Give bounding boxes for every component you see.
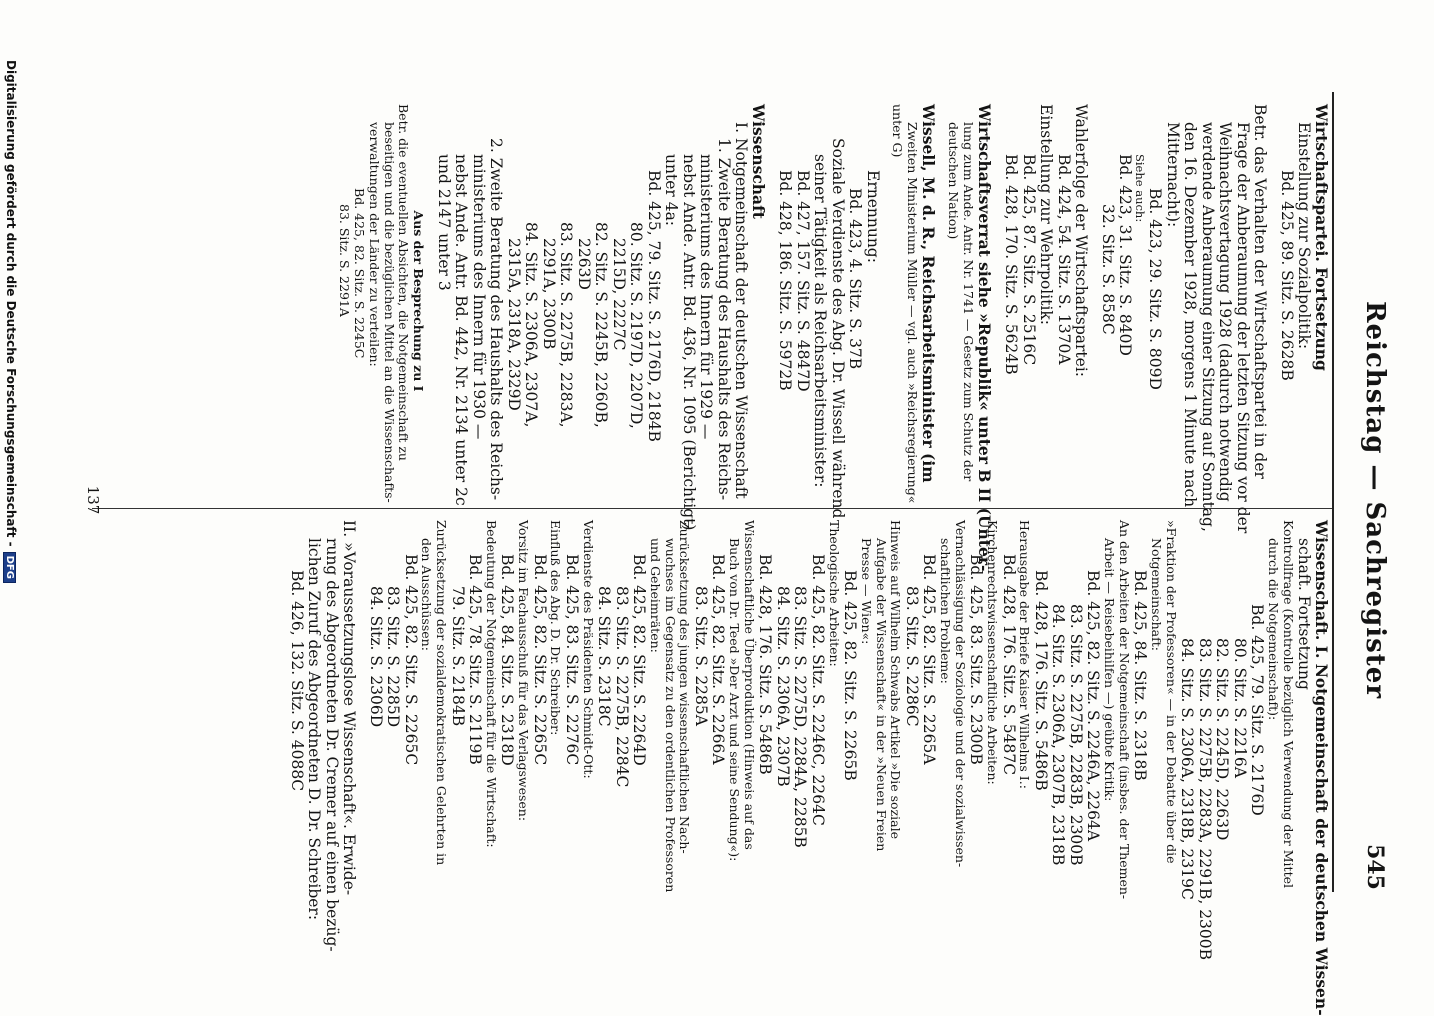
right-column-line: An den Arbeiten der Notgemeinschaft (insbes. der Themen- — [1117, 520, 1132, 900]
right-column-line: 83. Sitz. S. 2275D, 2284A, 2285B — [791, 586, 810, 848]
right-column-line: Aufgabe der Wissenschaft« in der »Neuen Freien — [873, 538, 889, 852]
right-column-line: Bd. 425, 84. Sitz. S. 2318B — [1131, 570, 1150, 781]
left-column-line: und 2147 unter 3 — [434, 154, 453, 291]
left-column-line: Frage der Anberaumung der letzten Sitzung vor der — [1234, 122, 1252, 534]
right-column-line: Bd. 425, 82. Sitz. S. 2265A — [920, 554, 939, 765]
left-column-line: 84. Sitz. S. 2306A, 2307A, — [522, 222, 541, 428]
left-column-line: Bd. 427, 157. Sitz. S. 4847D — [793, 170, 812, 392]
right-column-line: Vorsitz im Fachausschuß für das Verlagswesen: — [516, 520, 532, 822]
left-column-line: Weihnachtsvertagung 1928 (dadurch notwendig — [1216, 122, 1235, 502]
right-column-line: Bd. 425, 83. Sitz. S. 2300B — [967, 554, 986, 765]
right-column-line: 83. Sitz. S. 2286C — [903, 586, 921, 727]
right-column-line: Bd. 425, 82. Sitz. S. 2266A — [709, 554, 728, 765]
right-column-line: und Geheimräten: — [648, 538, 663, 653]
left-column-line: Einstellung zur Wehrpolitik: — [1037, 104, 1056, 326]
left-column-line: 2291A, 2300B — [539, 238, 558, 350]
right-column-line: II. »Voraussetzungslose Wissenschaft«. Erwide- — [340, 520, 359, 896]
left-column-line: Wirtschaftsverrat siehe »Republik« unter B II (Unter- — [974, 104, 994, 572]
digitization-credit — [3, 60, 18, 583]
right-column-line: Theologische Arbeiten: — [826, 520, 842, 667]
right-column-line: Bd. 425, 78. Sitz. S. 2119B — [466, 554, 485, 765]
left-column-line: I. Notgemeinschaft der deutschen Wissenschaft — [732, 122, 751, 499]
left-column-line: Aus der Besprechung zu I — [411, 210, 427, 392]
right-column-line: 84. Sitz. S. 2306A, 2307B, 2318B — [1049, 604, 1068, 866]
right-column-line: 83. Sitz. S. 2285D — [384, 586, 403, 728]
left-column-line: 32. Sitz. S. 858C — [1098, 204, 1117, 335]
left-column-line: Wissell, M. d. R., Reichsarbeitsminister (im — [918, 104, 938, 483]
page-title: Reichstag — Sachregister — [1360, 300, 1390, 700]
right-column-line: Zurücksetzung der sozialdemokratischen Gelehrten in — [434, 520, 450, 866]
left-column-line: Betr. das Verhalten der Wirtschaftspartei in der — [1251, 104, 1270, 479]
right-column-line: Buch von Dr. Teed »Der Arzt und seine Sendung«): — [727, 538, 743, 862]
left-column-line — [993, 104, 1002, 498]
left-column-line: Bd. 423, 29. Sitz. S. 809D — [1146, 188, 1165, 390]
left-column-line: Bd. 428, 170. Sitz. S. 5624B — [1002, 154, 1021, 375]
left-column-line: Wirtschaftspartei. Fortsetzung — [1312, 104, 1331, 371]
right-column-line: Wissenschaftliche Überproduktion (Hinweis auf das — [742, 520, 757, 850]
right-column-line: 83. Sitz. S. 2285A — [692, 586, 710, 726]
right-column-line: Bd. 428, 176. Sitz. S. 5486B — [1032, 570, 1050, 791]
left-column-line: nebst Ande. Antr. Bd. 442, Nr. 2134 unter 2c — [452, 154, 471, 506]
left-column-line: 83. Sitz. S. 2275B, 2283A, — [557, 222, 576, 428]
right-column-line: 84. Sitz. S. 2306A, 2318B, 2319C — [1178, 638, 1197, 900]
right-column-line: Bd. 425, 84. Sitz. S. 2318D — [498, 554, 517, 766]
left-column-line: beseitigen und die bezüglichen Mittel an die Wissenschafts- — [381, 122, 397, 503]
right-column-line: Zurücksetzung des jungen wissenschaftlichen Nach- — [677, 520, 693, 854]
left-column-line: Ernennung: — [863, 170, 882, 263]
right-column-line: Bd. 428, 176. Sitz. S. 5486B — [756, 554, 775, 775]
right-column-line: Bd. 425, 82. Sitz. S. 2264D — [630, 554, 649, 766]
right-column-line: Bd. 425, 79. Sitz. S. 2176D — [1248, 604, 1267, 816]
right-column-line: 84. Sitz. S. 2306D — [366, 586, 385, 728]
left-column-line: Bd. 425, 82. Sitz. S. 2245C — [352, 188, 368, 359]
right-column-line: durch die Notgemeinschaft): — [1266, 538, 1282, 721]
left-column-line: nebst Ande. Antr. Bd. 436, Nr. 1095 (Berichtigt) — [679, 154, 698, 531]
left-column-line: 2315A, 2318A, 2329D — [504, 238, 523, 411]
left-column-line: 2263D — [574, 238, 593, 290]
right-column-line: Bd. 425, 82. Sitz. S. 2246A, 2264A — [1084, 570, 1103, 842]
left-column-line: unter G) — [890, 104, 906, 158]
right-column — [287, 520, 1331, 1016]
left-column-line: Einstellung zur Sozialpolitik: — [1295, 122, 1314, 350]
right-column-line: Wissenschaft. I. Notgemeinschaft der deutschen Wissen- — [1312, 520, 1331, 1016]
right-column-line: Bd. 425, 83. Sitz. S. 2276C — [563, 554, 581, 766]
column-divider — [92, 508, 1332, 509]
left-column-line: deutschen Nation) — [946, 122, 962, 240]
left-column-line: Siehe auch: — [1133, 154, 1147, 223]
left-column-line: Betr. die eventuellen Absichten, die Notgemeinschaft zu — [396, 104, 412, 461]
left-column-line: verwaltungen der Länder zu verteilen: — [366, 122, 382, 367]
left-column-line: Wissenschaft — [748, 104, 768, 219]
right-column-line: Bd. 428, 176. Sitz. S. 5487C — [999, 554, 1018, 776]
right-column-line: Einfluß des Abg. D. Dr. Schreiber: — [548, 520, 564, 736]
left-column-line: den 16. Dezember 1928, morgens 1 Minute nach — [1181, 122, 1200, 508]
left-column-line — [425, 104, 434, 498]
left-column-line: Mitternacht): — [1164, 122, 1182, 228]
right-column-line: 84. Sitz. S. 2306A, 2307B — [774, 586, 792, 787]
right-column-line: 84. Sitz. S. 2318C — [595, 586, 614, 727]
right-column-line: Presse — Wien«: — [859, 538, 874, 645]
left-column-line: 83. Sitz. S. 2291A — [337, 204, 353, 317]
right-column-line: schaft. Fortsetzung — [1295, 538, 1314, 690]
right-column-line: 80. Sitz. S. 2216A — [1231, 638, 1249, 778]
left-column-line: unter 4a: — [662, 154, 681, 227]
right-column-line: 79. Sitz. S. 2184B — [448, 586, 467, 727]
right-column-line: Bd. 426, 132. Sitz. S. 4088C — [287, 570, 306, 792]
right-column-line: Arbeit — Reisebeihilfen —) geübte Kritik: — [1102, 538, 1118, 802]
right-column-line: Bd. 425, 82. Sitz. S. 2246C, 2264C — [809, 554, 827, 826]
left-column-line: werdende Anberaumung einer Sitzung auf Sonntag, — [1199, 122, 1217, 532]
left-column-line: 2215D, 2227C — [609, 238, 628, 351]
left-column-line: Bd. 423, 31. Sitz. S. 840D — [1116, 154, 1135, 356]
right-column-line: Bedeutung der Notgemeinschaft für die Wirtschaft: — [484, 520, 499, 848]
right-column-line: Bd. 425, 82. Sitz. S. 2265B — [841, 570, 860, 781]
left-column-line: 82. Sitz. S. 2245B, 2260B, — [592, 222, 611, 428]
right-column-line: wuchses im Gegensatz zu den ordentlichen Professoren — [662, 538, 678, 893]
left-column-line: Bd. 428, 186. Sitz. S. 5972B — [776, 170, 795, 391]
right-column-line: Bd. 425, 82. Sitz. S. 2265C — [401, 554, 420, 766]
left-column-line: Bd. 423, 4. Sitz. S. 37B — [846, 188, 865, 370]
right-column-line: Kirchenrechtswissenschaftliche Arbeiten: — [985, 520, 1001, 785]
credit-text: Digitalisierung gefördert durch die Deutsche Forschungsgemeinschaft - — [4, 60, 18, 547]
left-column-line: ministeriums des Innern für 1930 — — [469, 154, 488, 440]
left-column-line: ministeriums des Innern für 1929 — — [697, 154, 716, 440]
left-column-line: Bd. 424, 54. Sitz. S. 1370A — [1054, 154, 1073, 365]
left-column-line — [1089, 104, 1098, 498]
right-column-line: 83. Sitz. S. 2275B, 2283A, 2291B, 2300B — [1196, 638, 1214, 961]
header-rule — [1332, 92, 1334, 892]
left-column-line: lung zum Ande. Antr. Nr. 1741 — Gesetz zum Schutz der — [961, 122, 977, 482]
left-column — [337, 104, 1331, 572]
right-column-line: schaftlichen Probleme: — [938, 538, 954, 684]
right-column-line: »Fraktion der Professoren« — in der Debatte über die — [1164, 520, 1179, 864]
left-column-line: seiner Tätigkeit als Reichsarbeitsminister: — [811, 154, 830, 488]
left-column-line — [767, 104, 776, 498]
right-column-line: den Ausschüssen: — [419, 538, 435, 651]
right-column-line: 83. Sitz. S. 2275B, 2283B, 2300B — [1067, 604, 1085, 866]
left-column-line — [881, 104, 890, 498]
right-column-line: 82. Sitz. S. 2245D, 2263D — [1213, 638, 1232, 841]
right-column-line: Vernachlässigung der Soziologie und der sozialwissen- — [953, 520, 968, 868]
right-column-line: Herausgabe der Briefe Kaiser Wilhelms I.: — [1017, 520, 1033, 789]
right-column-line: rung des Abgeordneten Dr. Cremer auf einen bezüg- — [322, 538, 341, 952]
right-column-line: lichen Zuruf des Abgeordneten D. Dr. Schreiber: — [305, 538, 324, 921]
right-column-line: 83. Sitz. S. 2275B, 2284C — [612, 586, 631, 788]
left-column-line: 1. Zweite Beratung des Haushalts des Reichs- — [714, 138, 733, 501]
right-column-line: Kontrollfrage (Kontrolle bezüglich Verwendung der Mittel — [1281, 520, 1296, 888]
right-column-line: Verdienste des Präsidenten Schmidt-Ott: — [580, 520, 596, 779]
right-column-line: Notgemeinschaft: — [1149, 538, 1165, 651]
left-column-line: 80. Sitz. S. 2197D, 2207D, — [627, 222, 646, 429]
dfg-logo: DFG — [3, 552, 16, 583]
footer-page-number: 137 — [84, 485, 102, 515]
right-column-line: Hinweis auf Wilhelm Schwabs Artikel »Die soziale — [888, 520, 904, 839]
left-column-line: 2. Zweite Beratung des Haushalts des Reichs- — [487, 138, 506, 501]
left-column-line: Soziale Verdienste des Abg. Dr. Wissell während — [828, 138, 847, 519]
right-column-line: Bd. 425, 82. Sitz. S. 2265C — [530, 554, 549, 766]
left-column-line: Bd. 425, 79. Sitz. S. 2176D, 2184B — [644, 170, 663, 442]
left-column-line: Wahlerfolge der Wirtschaftspartei: — [1072, 104, 1091, 378]
right-column-line — [357, 520, 366, 902]
left-column-line: Bd. 425, 87. Sitz. S. 2516C — [1019, 154, 1038, 366]
left-column-line — [937, 104, 946, 498]
left-column-line — [1269, 104, 1278, 498]
left-column-line: Zweiten Ministerium Müller — vgl. auch »Reichsregierung« — [905, 122, 921, 504]
left-column-line: Bd. 425, 89. Sitz. S. 2628B — [1278, 170, 1296, 381]
page-number: 545 — [1362, 844, 1388, 890]
